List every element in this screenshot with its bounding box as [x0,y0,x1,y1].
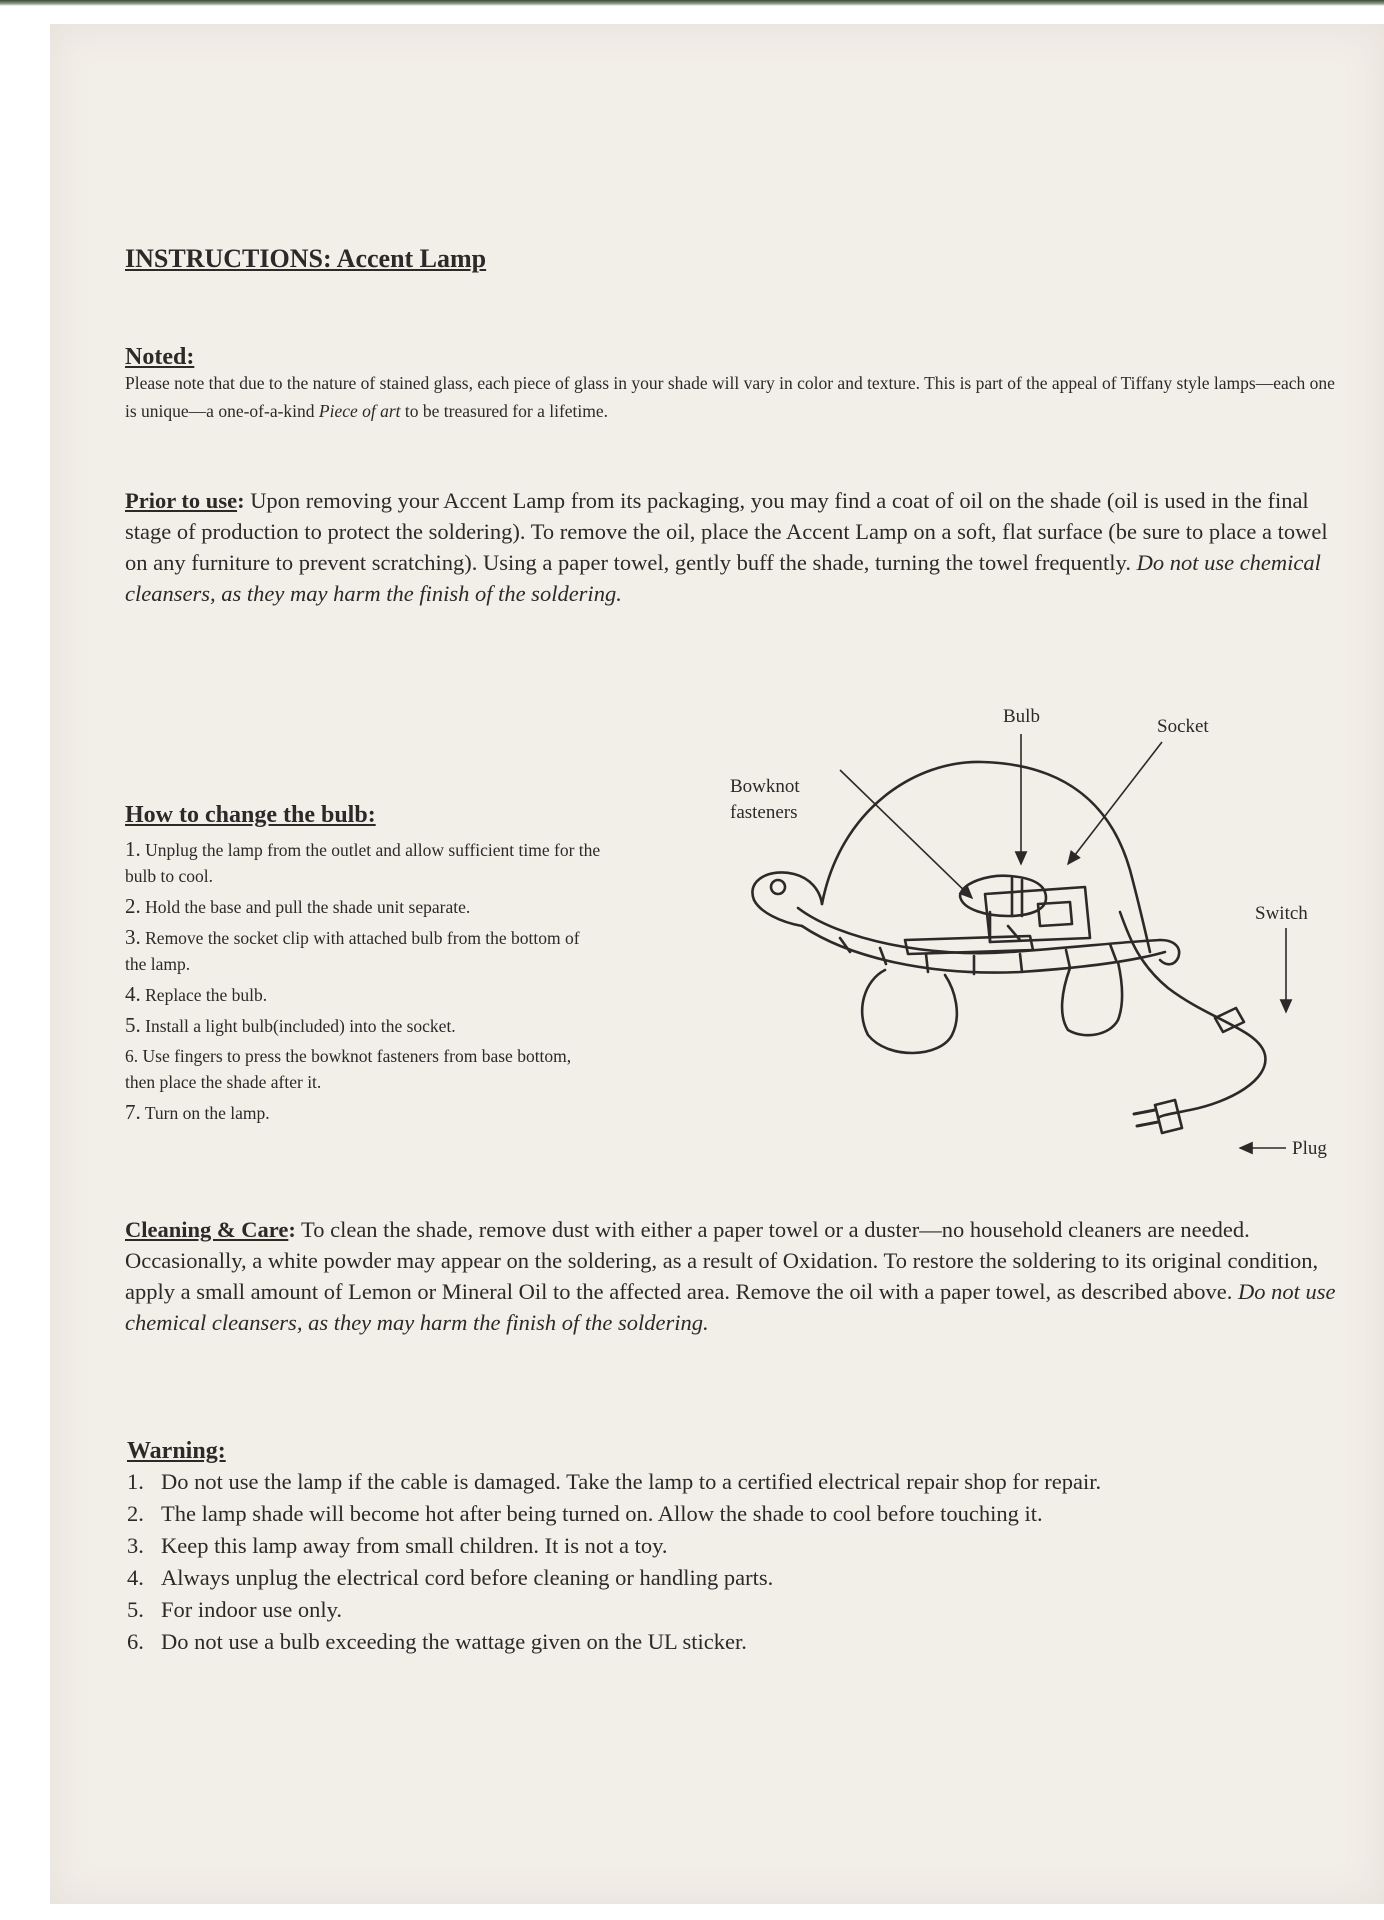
step-number: 1. [125,837,141,861]
cleaning-care-warning: Do not use chemical cleansers, as they may harm the finish of the soldering. [125,1279,1336,1335]
turtle-lamp-illustration [752,762,1265,1133]
label-socket: Socket [1157,716,1209,737]
list-item [127,1562,1357,1594]
bulb [960,876,1046,916]
warning-text: Keep this lamp away from small children. It is not a toy. [161,1533,668,1558]
prior-to-use-warning: Do not use chemical cleansers, as they may harm the finish of the soldering. [125,550,1321,606]
warning-text: Do not use a bulb exceeding the wattage given on the UL sticker. [161,1629,747,1654]
prior-to-use-colon: : [237,488,245,513]
cleaning-care-paragraph [125,1214,1350,1338]
warning-number: 1. [127,1469,144,1494]
step-number: 5. [125,1013,141,1037]
shell-rim-bottom [802,926,1165,973]
warning-number: 4. [127,1565,144,1590]
page-title: INSTRUCTIONS: Accent Lamp [125,244,487,273]
warning-number: 3. [127,1533,144,1558]
bulb-change-heading: How to change the bulb: [125,802,376,828]
label-bulb: Bulb [1003,706,1040,727]
label-bowknot-line1: Bowknot [730,776,800,797]
step-text: Turn on the lamp. [144,1103,270,1123]
list-item [127,1498,1357,1530]
base-plate [905,936,1033,954]
warning-list [127,1466,1357,1658]
list-item [125,836,605,889]
list-item [125,1099,605,1126]
list-item [125,1043,605,1095]
list-item [127,1626,1357,1658]
noted-italic-text: Piece of art [318,401,401,421]
prior-to-use-heading: Prior to use [125,488,238,513]
step-number: 6. [125,1046,139,1066]
warning-number: 2. [127,1501,144,1526]
step-text: Hold the base and pull the shade unit separate. [145,897,471,917]
warning-text: Do not use the lamp if the cable is damaged. Take the lamp to a certified electrical repair shop for repair. [161,1469,1102,1494]
step-number: 7. [125,1100,141,1124]
plug [1155,1100,1182,1133]
label-plug: Plug [1292,1138,1327,1159]
back-leg [1062,962,1122,1035]
warning-number: 5. [127,1597,144,1622]
step-text: Use fingers to press the bowknot fasteners from base bottom, then place the shade after it. [125,1046,572,1092]
step-text: Install a light bulb(included) into the socket. [145,1016,456,1036]
noted-text-end: to be treasured for a lifetime. [400,401,609,421]
warning-text: The lamp shade will become hot after being turned on. Allow the shade to cool before touching it. [161,1501,1043,1526]
cleaning-care-heading: Cleaning & Care [125,1217,289,1242]
shell-dome [822,762,1150,952]
warning-text: Always unplug the electrical cord before cleaning or handling parts. [161,1565,774,1590]
list-item [125,981,605,1008]
label-switch: Switch [1255,903,1308,924]
list-item [125,924,605,977]
list-item [125,1012,605,1039]
warning-heading: Warning: [127,1438,226,1464]
noted-heading: Noted: [125,344,195,370]
prior-to-use-paragraph [125,485,1350,609]
shell-rim-top [798,908,1160,953]
step-number: 3. [125,925,141,949]
list-item [127,1466,1357,1498]
list-item [125,893,605,920]
power-cord [1120,912,1265,1118]
label-bowknot-line2: fasteners [730,802,798,823]
list-item [127,1594,1357,1626]
step-text: Remove the socket clip with attached bulb from the bottom of the lamp. [125,928,580,974]
turtle-lamp-diagram [690,690,1350,1180]
cleaning-care-colon: : [288,1217,296,1242]
list-item [127,1530,1357,1562]
step-number: 2. [125,894,141,918]
scan-top-edge [0,0,1384,6]
noted-paragraph [125,369,1340,425]
bulb-change-steps [125,836,605,1130]
step-number: 4. [125,982,141,1006]
prior-to-use-text: Upon removing your Accent Lamp from its packaging, you may find a coat of oil on the shade (oil is used in the final stage of production to protect the soldering). To remove the oil, place the Accent Lamp on a soft, flat surface (be sure to place a towel on any furniture to prevent scratching). Using a paper towel, gently buff the shade, turning the towel frequently. [125,488,1328,575]
front-leg [862,970,957,1053]
step-text: Replace the bulb. [145,985,268,1005]
warning-text: For indoor use only. [161,1597,343,1622]
step-text: Unplug the lamp from the outlet and allow sufficient time for the bulb to cool. [125,840,601,886]
cleaning-care-text: To clean the shade, remove dust with either a paper towel or a duster—no household cleaners are needed. Occasionally, a white powder may appear on the soldering, as a result of Oxidation. To restore the soldering to its original condition, apply a small amount of Lemon or Mineral Oil to the affected area. Remove the oil with a paper towel, as described above. [125,1217,1319,1304]
noted-text: Please note that due to the nature of stained glass, each piece of glass in your shade will vary in color and texture. This is part of the appeal of Tiffany style lamps—each one is unique—a one-of-a-kind [125,373,1335,421]
warning-number: 6. [127,1629,144,1654]
